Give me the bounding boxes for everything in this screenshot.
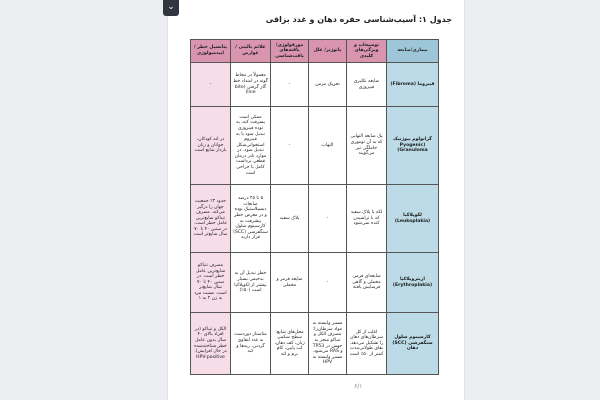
cell-lab: حدود ۳٪ جمعیت جهان را درگیر می‌کند. مصرف تنباکو شایع‌ترین عامل خطر است. در سنین ۴۰ تا ۷۰ سال شایع‌تر است	[191, 185, 231, 253]
cell-morphology: محل‌های شایع: سطح شکمی زبان، کف دهان، لب پایین، کام نرم و لثه	[271, 313, 309, 375]
cell-morphology: -	[271, 63, 309, 107]
cell-disease: لکوپلاکیا (Leukoplakia)	[387, 185, 439, 253]
cell-lab: در لثه کودکان، جوانان و زنان باردار شایع است	[191, 107, 231, 185]
header-morphology: مورفولوژی/ یافته‌های بافت‌شناسی	[271, 40, 309, 63]
pathology-table	[190, 39, 439, 375]
cell-prognosis: متاستاز دوردست به غدد لنفاوی گردنی، ریه‌ها و کبد	[231, 313, 271, 375]
cell-prognosis: خطر تبدیل آن به بدخیمی بسیار بیشتر از لکوپلاکیا است (۵۰٪)	[231, 253, 271, 313]
table-row	[191, 63, 439, 107]
cell-pathology: مسیر وابسته به مواد سرطان‌زا: مصرف الکل و تنباکو منجر به جهش در TP53 و RAS می‌شود. مسیر وابسته به HPV	[309, 313, 347, 375]
cell-disease: اریتروپلاکیا (Erythroplakia)	[387, 253, 439, 313]
cell-disease: کارسینوم سلول سنگفرشی (SCC) دهان	[387, 313, 439, 375]
cell-prognosis: معمولاً در مخاط گونه در امتداد خط گاز گرفتن (bite line)	[231, 63, 271, 107]
cell-features: لکه یا پلاک سفید که با تراشیدن کنده نمی‌شود	[347, 185, 387, 253]
cell-lab: مصرف تنباکو شایع‌ترین عامل خطر است. در سنین ۴۰ تا ۷۰ سال شایع‌تر است. نسبت مرد به زن ۲ به ۱	[191, 253, 231, 313]
table-row	[191, 185, 439, 253]
cell-disease: گرانولوم پیوژنیک (Pyogenic Granuloma)	[387, 107, 439, 185]
cell-features: اغلب از کل سرطان‌های دهان را تشکیل می‌دهد. بقای طولانی‌مدت کمتر از ۵۰٪ است	[347, 313, 387, 375]
cell-pathology: التهاب	[309, 107, 347, 185]
cell-prognosis: ۵ تا ۲۵ درصد ضایعات دیسپلاستیک بوده و در معرض خطر پیشرفت به کارسینوم سلول سنگفرشی (SCC) قرار دارند	[231, 185, 271, 253]
header-disease: بیماری/ضایعه	[387, 40, 439, 63]
header-pathology: پاتوژنز/ علل	[309, 40, 347, 63]
header-lab: پتانسیل خطر / اپیدمیولوژی	[191, 40, 231, 63]
cell-morphology: پلاک سفید	[271, 185, 309, 253]
cell-pathology: تحریک مزمن	[309, 63, 347, 107]
table-row	[191, 253, 439, 313]
cell-morphology: ضایعه قرمز و مخملی	[271, 253, 309, 313]
cell-lab: الکل و تنباکو (در افراد بالای ۴۰ سال بدون عامل خطر شناخته‌شده در حال افزایش). HPV-positive	[191, 313, 231, 375]
cell-disease: فیبروما (Fibroma)	[387, 63, 439, 107]
cell-morphology: -	[271, 107, 309, 185]
cell-features: ضایعه نکلیری فیبروزی	[347, 63, 387, 107]
table-title: جدول ۱: آسیب‌شناسی حفره دهان و غدد بزاقی	[265, 15, 452, 24]
cell-pathology: -	[309, 253, 347, 313]
cell-pathology: -	[309, 185, 347, 253]
document-page	[168, 0, 464, 400]
cell-lab: -	[191, 63, 231, 107]
collapse-chevron-icon[interactable]: ⌄	[163, 0, 179, 16]
header-features: توضیحات و ویژگی‌های کلیدی	[347, 40, 387, 63]
cell-prognosis: ممکن است پسرفت کند، به توده فیبروزی تبدیل شود یا به فیبروم استخوانی‌شکل تبدیل شود. در موارد نادر درمان قطعی برداشت کامل با جراحی است	[231, 107, 271, 185]
cell-features: ضایعه‌ای قرمز، مخملی و گاهی فرسایش یافته	[347, 253, 387, 313]
header-prognosis: علائم بالینی / عوارض	[231, 40, 271, 63]
table-header-row	[191, 40, 439, 63]
table-row	[191, 107, 439, 185]
table-row	[191, 313, 439, 375]
page-number: ۶/۱	[354, 383, 363, 390]
cell-features: یک ضایعه التهابی که به آن توموری حاملگی نیز می‌گویند	[347, 107, 387, 185]
